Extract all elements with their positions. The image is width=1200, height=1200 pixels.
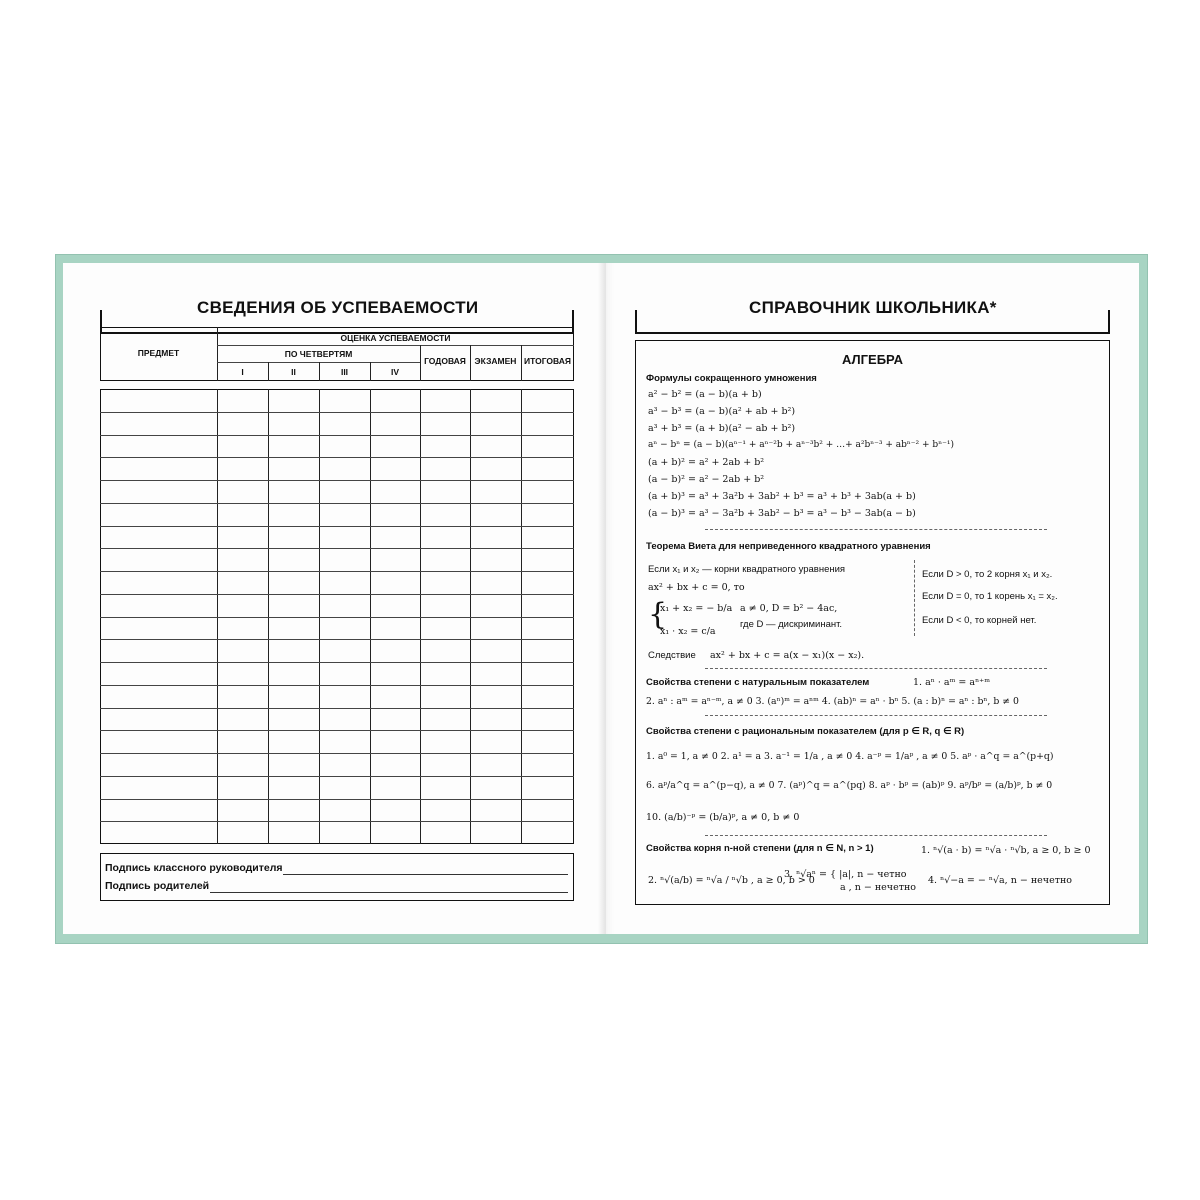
grid-row-line	[100, 662, 574, 663]
grid-row-line	[100, 503, 574, 504]
vieta-case: Если D > 0, то 2 корня x₁ и x₂.	[922, 569, 1053, 580]
separator	[705, 529, 1047, 530]
formula: a³ − b³ = (a − b)(a² + ab + b²)	[648, 406, 796, 417]
vieta-case: Если D = 0, то 1 корень x₁ = x₂.	[922, 591, 1058, 602]
formula: (a + b)³ = a³ + 3a²b + 3ab² + b³ = a³ + b³ + 3ab(a + b)	[648, 491, 916, 502]
grid-row-line	[100, 730, 574, 731]
grid-row-line	[100, 753, 574, 754]
header-q2: II	[291, 367, 296, 377]
formula: (a − b)³ = a³ − 3a²b + 3ab² − b³ = a³ − b³ − 3ab(a − b)	[648, 508, 916, 519]
vieta-case: Если D < 0, то корней нет.	[922, 615, 1037, 626]
vieta-condition: где D — дискриминант.	[740, 619, 843, 630]
grid-row-line	[100, 594, 574, 595]
section-title: АЛГЕБРА	[842, 352, 903, 367]
grid-row-line	[100, 685, 574, 686]
root-formula: 2. ⁿ√(a/b) = ⁿ√a / ⁿ√b , a ≥ 0, b > 0	[648, 875, 815, 886]
separator	[705, 715, 1047, 716]
root-formula: 1. ⁿ√(a · b) = ⁿ√a · ⁿ√b, a ≥ 0, b ≥ 0	[921, 845, 1091, 856]
vieta-title: Теорема Виета для неприведенного квадратного уравнения	[646, 541, 931, 552]
teacher-signature-label: Подпись классного руководителя	[105, 862, 283, 874]
vieta-divider	[914, 560, 915, 636]
header-q1: I	[241, 367, 244, 377]
header-q3: III	[340, 367, 349, 377]
header-exam: ЭКЗАМЕН	[474, 356, 517, 366]
grid-row-line	[100, 617, 574, 618]
rat-formula: 6. aᵖ/a^q = a^(p−q), a ≠ 0 7. (aᵖ)^q = a^(pq) 8. aᵖ · bᵖ = (ab)ᵖ 9. aᵖ/bᵖ = (a/b)ᵖ, b ≠ 0	[646, 780, 1053, 791]
rat-title: Свойства степени с рациональным показателем (для p ∈ R, q ∈ R)	[646, 726, 965, 737]
parents-signature-label: Подпись родителей	[105, 880, 210, 892]
rat-formula: 10. (a/b)⁻ᵖ = (b/a)ᵖ, a ≠ 0, b ≠ 0	[646, 812, 800, 823]
grid-row-line	[100, 708, 574, 709]
vieta-system: x₁ + x₂ = − b/a	[660, 603, 733, 614]
vieta-condition: a ≠ 0, D = b² − 4ac,	[740, 603, 838, 614]
grid-row-line	[100, 548, 574, 549]
formula: a² − b² = (a − b)(a + b)	[648, 389, 762, 400]
root-formula: 3. ⁿ√aⁿ = { |a|, n − четно	[784, 869, 907, 880]
vieta-brace: {	[648, 597, 668, 632]
formula: (a + b)² = a² + 2ab + b²	[648, 457, 765, 468]
grid-row-line	[100, 435, 574, 436]
root-formula: 4. ⁿ√−a = − ⁿ√a, n − нечетно	[928, 875, 1072, 886]
grid-row-line	[100, 412, 574, 413]
abbrev-title: Формулы сокращенного умножения	[646, 373, 817, 384]
left-page-title: СВЕДЕНИЯ ОБ УСПЕВАЕМОСТИ	[187, 298, 488, 318]
vieta-system: x₁ · x₂ = c/a	[660, 626, 716, 637]
nat-title: Свойства степени с натуральным показателем	[646, 677, 870, 688]
nat-formula: 1. aⁿ · aᵐ = aⁿ⁺ᵐ	[913, 677, 991, 688]
grid-row-line	[100, 457, 574, 458]
vieta-line: Если x₁ и x₂ — корни квадратного уравнения	[648, 564, 846, 575]
header-quarters: ПО ЧЕТВЕРТЯМ	[284, 349, 353, 359]
grid-row-line	[100, 821, 574, 822]
rat-formula: 1. a⁰ = 1, a ≠ 0 2. a¹ = a 3. a⁻¹ = 1/a , a ≠ 0 4. a⁻ᵖ = 1/aᵖ , a ≠ 0 5. aᵖ · a^q = a^(p+q)	[646, 751, 1054, 762]
grid-row-line	[100, 480, 574, 481]
right-page-title: СПРАВОЧНИК ШКОЛЬНИКА*	[739, 298, 1007, 318]
signature-block	[100, 853, 574, 901]
root-formula: a , n − нечетно	[840, 882, 917, 893]
separator	[705, 835, 1047, 836]
formula: aⁿ − bⁿ = (a − b)(aⁿ⁻¹ + aⁿ⁻²b + aⁿ⁻³b² + …+ a²bⁿ⁻³ + abⁿ⁻² + bⁿ⁻¹)	[648, 440, 954, 450]
grid-row-line	[100, 799, 574, 800]
grid-row-line	[100, 776, 574, 777]
header-annual: ГОДОВАЯ	[424, 356, 466, 366]
header-final: ИТОГОВАЯ	[524, 356, 571, 366]
header-grades: ОЦЕНКА УСПЕВАЕМОСТИ	[340, 333, 451, 343]
root-title: Свойства корня n-ной степени (для n ∈ N, n > 1)	[646, 843, 874, 854]
parents-signature-line[interactable]	[210, 892, 568, 893]
corollary-label: Следствие	[648, 650, 696, 661]
teacher-signature-line[interactable]	[283, 874, 568, 875]
grid-row-line	[100, 526, 574, 527]
grid-row-line	[100, 571, 574, 572]
grid-row-line	[100, 639, 574, 640]
separator	[705, 668, 1047, 669]
formula: a³ + b³ = (a + b)(a² − ab + b²)	[648, 423, 796, 434]
header-subject: ПРЕДМЕТ	[137, 348, 180, 358]
corollary: ax² + bx + c = a(x − x₁)(x − x₂).	[710, 650, 865, 661]
nat-formula: 2. aⁿ : aᵐ = aⁿ⁻ᵐ, a ≠ 0 3. (aⁿ)ᵐ = aⁿᵐ 4. (ab)ⁿ = aⁿ · bⁿ 5. (a : b)ⁿ = aⁿ : bⁿ, b ≠ 0	[646, 696, 1019, 707]
vieta-line: ax² + bx + c = 0, то	[648, 582, 745, 593]
header-q4: IV	[390, 367, 400, 377]
formula: (a − b)² = a² − 2ab + b²	[648, 474, 765, 485]
